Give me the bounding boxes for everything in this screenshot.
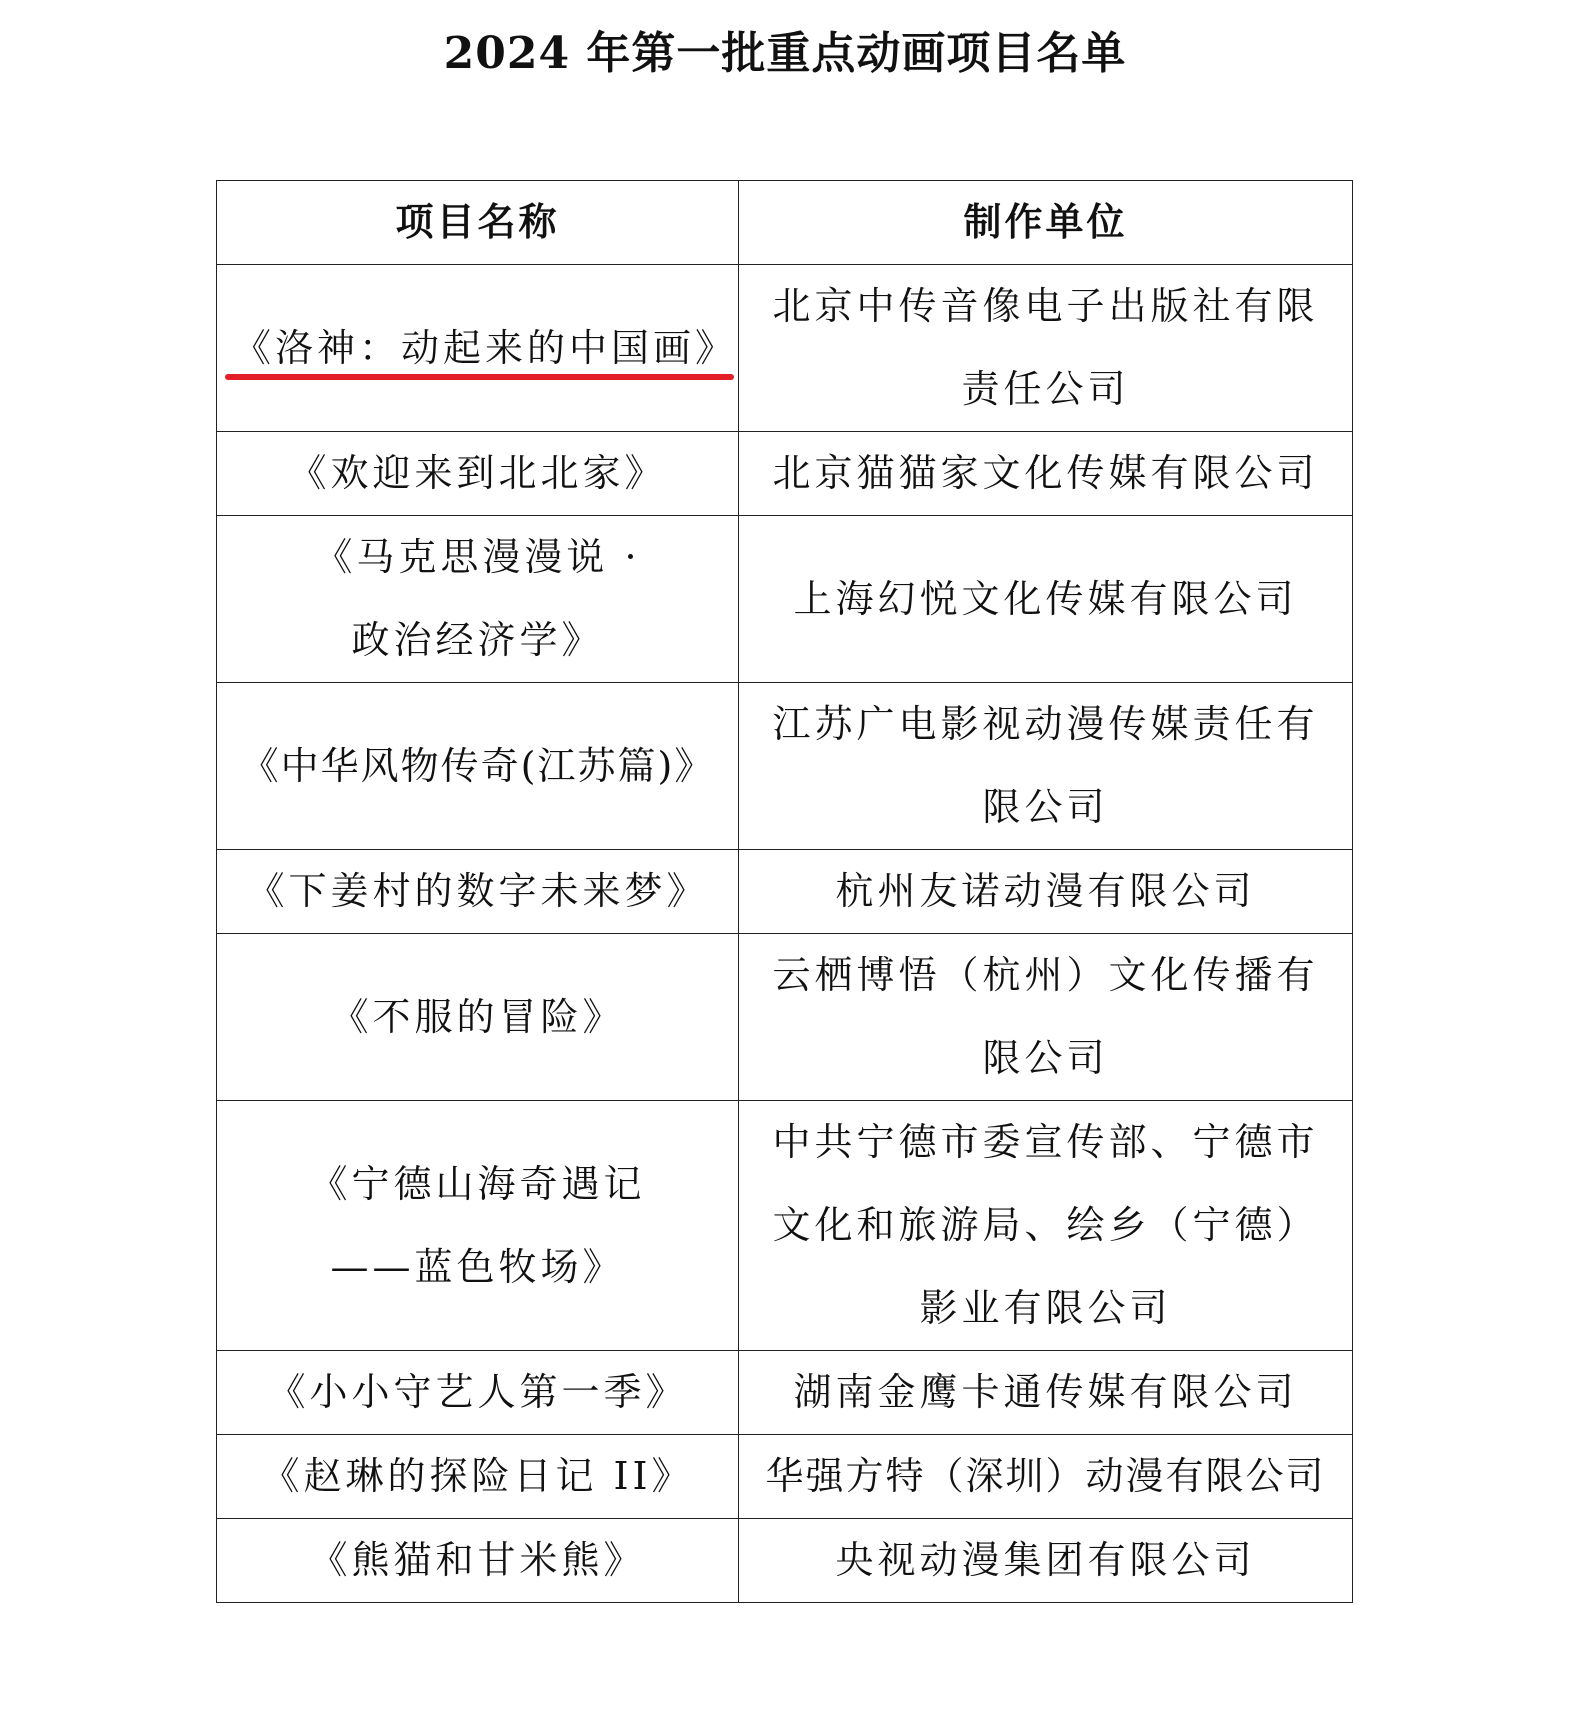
project-name-cell: 《小小守艺人第一季》 (217, 1351, 739, 1435)
project-name-cell: 《下姜村的数字未来梦》 (217, 850, 739, 934)
table-row (217, 683, 1353, 850)
project-name-cell: 《不服的冒险》 (217, 934, 739, 1101)
producer-cell: 华强方特（深圳）动漫有限公司 (739, 1435, 1353, 1519)
red-underline-mark (225, 374, 734, 380)
table-row (217, 265, 1353, 432)
page-title: 2024 年第一批重点动画项目名单 (443, 28, 1127, 79)
project-name-cell (217, 265, 739, 432)
project-name-cell: 《欢迎来到北北家》 (217, 432, 739, 516)
table-row (217, 516, 1353, 683)
table-row (217, 1519, 1353, 1603)
table-header-row (217, 181, 1353, 265)
producer-cell: 云栖博悟（杭州）文化传播有限公司 (739, 934, 1353, 1101)
highlighted-project-name (233, 307, 738, 390)
producer-cell: 江苏广电影视动漫传媒责任有限公司 (739, 683, 1353, 850)
producer-cell: 中共宁德市委宣传部、宁德市文化和旅游局、绘乡（宁德）影业有限公司 (739, 1101, 1353, 1351)
producer-cell: 北京猫猫家文化传媒有限公司 (739, 432, 1353, 516)
table-row (217, 850, 1353, 934)
producer-cell: 央视动漫集团有限公司 (739, 1519, 1353, 1603)
project-name-cell: 《宁德山海奇遇记——蓝色牧场》 (217, 1101, 739, 1351)
table-row (217, 934, 1353, 1101)
producer-cell: 上海幻悦文化传媒有限公司 (739, 516, 1353, 683)
project-name-cell: 《熊猫和甘米熊》 (217, 1519, 739, 1603)
table-row (217, 432, 1353, 516)
producer-cell: 北京中传音像电子出版社有限责任公司 (739, 265, 1353, 432)
header-project-name: 项目名称 (217, 181, 739, 265)
table-row (217, 1101, 1353, 1351)
project-name-cell: 《马克思漫漫说 · 政治经济学》 (217, 516, 739, 683)
table-row (217, 1435, 1353, 1519)
project-name-cell: 《赵琳的探险日记 II》 (217, 1435, 739, 1519)
header-producer: 制作单位 (739, 181, 1353, 265)
producer-cell: 湖南金鹰卡通传媒有限公司 (739, 1351, 1353, 1435)
project-name-cell: 《中华风物传奇(江苏篇)》 (217, 683, 739, 850)
producer-cell: 杭州友诺动漫有限公司 (739, 850, 1353, 934)
project-name-text: 《洛神：动起来的中国画》 (233, 325, 738, 370)
table-row (217, 1351, 1353, 1435)
project-table (216, 180, 1353, 1603)
